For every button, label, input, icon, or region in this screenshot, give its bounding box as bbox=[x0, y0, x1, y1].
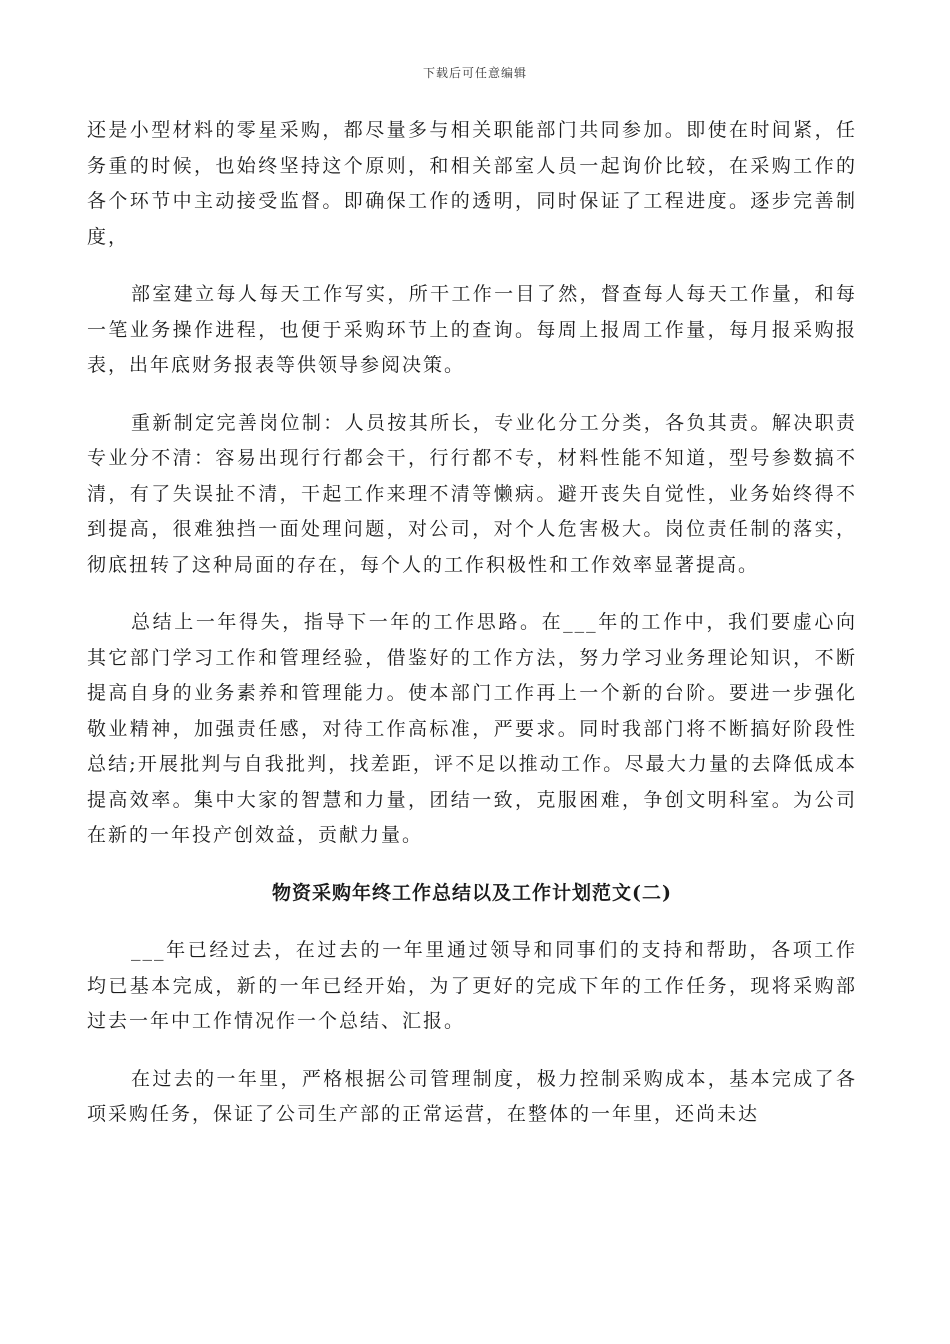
paragraph-continued: 还是小型材料的零星采购，都尽量多与相关职能部门共同参加。即使在时间紧，任务重的时候，也始终坚持这个原则，和相关部室人员一起询价比较，在采购工作的各个环节中主动接受监督。即确保工作的透明，同时保证了工程进度。逐步完善制度， bbox=[87, 119, 857, 248]
paragraph-summary-outlook: 总结上一年得失，指导下一年的工作思路。在___年的工作中，我们要虚心向其它部门学习工作和管理经验，借鉴好的工作方法，努力学习业务理论知识，不断提高自身的业务素养和管理能力。使本部门工作再上一个新的台阶。要进一步强化敬业精神，加强责任感，对待工作高标准，严要求。同时我部门将不断搞好阶段性总结;开展批判与自我批判，找差距，评不足以推动工作。尽最大力量的去降低成本提高效率。集中大家的智慧和力量，团结一致，克服困难，争创文明科室。为公司在新的一年投产创效益，贡献力量。 bbox=[87, 611, 857, 846]
document-body bbox=[87, 113, 857, 1155]
paragraph-job-responsibility: 重新制定完善岗位制：人员按其所长，专业化分工分类，各负其责。解决职责专业分不清：容易出现行行都会干，行行都不专，材料性能不知道，型号参数搞不清，有了失误扯不清，干起工作来理不清等懒病。避开丧失自觉性，业务始终得不到提高，很难独挡一面处理问题，对公司，对个人危害极大。岗位责任制的落实，彻底扭转了这种局面的存在，每个人的工作积极性和工作效率显著提高。 bbox=[87, 411, 857, 576]
section-title: 物资采购年终工作总结以及工作计划范文(二) bbox=[272, 881, 672, 904]
page-header: 下载后可任意编辑 bbox=[422, 66, 527, 80]
section-paragraph-intro: ___年已经过去，在过去的一年里通过领导和同事们的支持和帮助，各项工作均已基本完成，新的一年已经开始，为了更好的完成下年的工作任务，现将采购部过去一年中工作情况作一个总结、汇报。 bbox=[87, 939, 857, 1032]
section-paragraph-past-year: 在过去的一年里，严格根据公司管理制度，极力控制采购成本，基本完成了各项采购任务，保证了公司生产部的正常运营，在整体的一年里，还尚未达 bbox=[87, 1067, 857, 1125]
paragraph-records-system: 部室建立每人每天工作写实，所干工作一目了然，督查每人每天工作量，和每一笔业务操作进程，也便于采购环节上的查询。每周上报周工作量，每月报采购报表，出年底财务报表等供领导参阅决策。 bbox=[87, 283, 857, 376]
